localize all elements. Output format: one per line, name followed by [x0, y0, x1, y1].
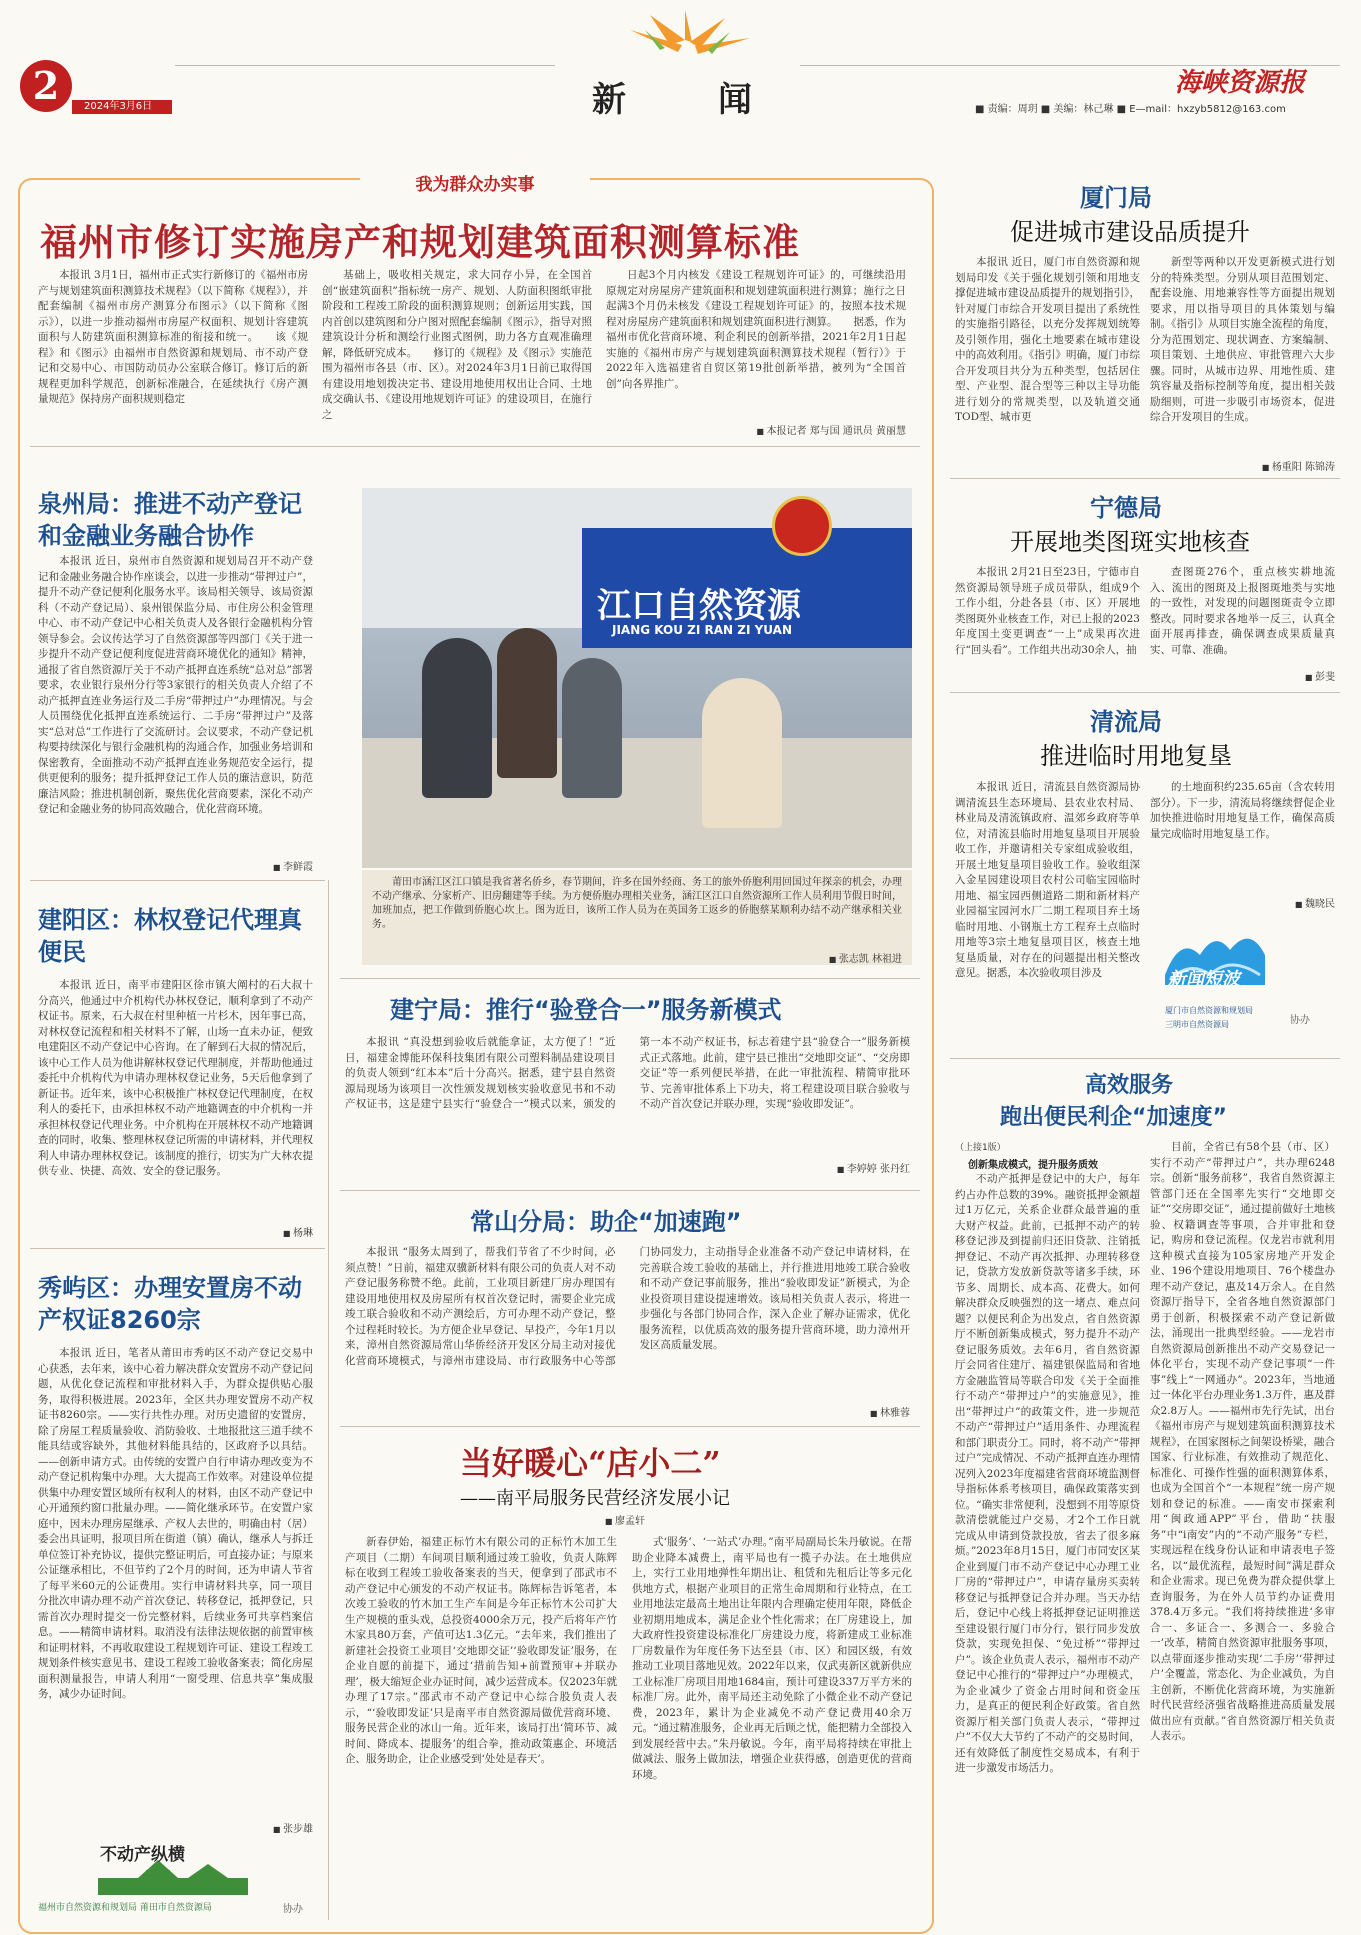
ningde-col2: 查图斑276个，重点核实耕地流入、流出的图斑及上报图斑地类与实地的一致性，对发现的问题图斑责令立即整改。同时要求各地举一反三，认真全面开展再排查，确保调查成果质量真实、可靠、准确。: [1150, 566, 1335, 656]
ningde-headline: 宁德局: [1090, 494, 1162, 522]
bottom-logo-title: 不动产纵横: [100, 1845, 185, 1865]
ningde-col1: 本报讯 2月21日至23日，宁德市自然资源局领导班子成员带队，组成9个工作小组，分赴各县（市、区）开展地类图斑外业核查工作，对已上报的2023年度国土变更调查“一上”成果再次进行“回头看”。工作组共出动30余人，抽: [955, 566, 1140, 656]
photo-byline: ■ 张志凯 林祖进: [372, 950, 902, 965]
ningde-subtitle: 开展地类图斑实地核查: [1010, 528, 1250, 556]
changshan-headline: 常山分局：助企“加速跑”: [470, 1208, 742, 1236]
efficient-headline: 高效服务: [1085, 1073, 1174, 1098]
jianyang-text: 本报讯 近日，南平市建阳区徐市镇大阐村的石大叔十分高兴，他通过中介机构代办林权登记，顺利拿到了不动产权证书。原来，石大叔在村里种植一片杉木，因年事已高，对林权登记流程和相关材料不了解，山场一直未办证，便致电建阳区不动产登记中心咨询。在了解到石大叔的情况后，该中心工作人员为他讲解林权登记代理制度，并帮助他通过委托中介机构代为申请办理林权登记业务，5天后他拿到了新证书。近年来，该中心积极推广林权登记代理制度，在权利人的委托下，由承担林权不动产地籍调查的中介机构一并承担林权登记代理业务。中介机构在开展林权不动产地籍调查的同时，收集、整理林权登记所需的申请材料，并代理权利人申请办理林权登记。该制度的推行，切实为广大林农提供专业、快捷、高效、安全的登记服务。: [38, 979, 313, 1177]
photo-person-1: [422, 638, 492, 798]
xiuyu-text: 本报讯 近日，笔者从莆田市秀屿区不动产登记交易中心获悉，去年来，该中心着力解决群众安置房不动产登记问题，从优化登记流程和审批材料入手，为群众提供贴心服务，取得积极进展。2023年，全区共办理安置房不动产权证书8260宗。——实行共性办理。对历史遗留的安置房，除了房屋工程质量验收、消防验收、土地报批这三道手续不能具结或容缺外，其他材料能具结的，区政府予以具结。——创新申请方式。由传统的安置户自行申请办理改变为不动产登记机构集中办理。大大提高工作效率。对建设单位提供集中办理安置区域所有权利人的材料，由区不动产登记中心开通预约窗口批量办理。——简化继承环节。在安置户家庭中，因未办理房屋继承、产权人去世的，明确由村（居）委会出具证明，报项目所在街道（镇）确认，继承人与拆迁单位签订补充协议，提供完整证明后，可直接办证；与原来公证继承相比，不但节约了2个月的时间，还为申请人节省了每平米60元的公证费用。实行申请材料共享，同一项目分批次申请办理不动产首次登记、转移登记，抵押登记，只需首次办理时提交一份完整材料，后续业务可共享档案信息。——精简申请材料。取消没有法律法规依据的前置审核和证明材料，不再收取建设工程规划许可证、建设工程竣工规划条件核实意见书、建设工程竣工验收备案表；简化房屋面积测量报告，申请人利用“一窗受理、信息共享”集成服务，减少办证时间。: [38, 1347, 313, 1700]
xiamen-headline: 厦门局: [1080, 184, 1152, 212]
efficient-lead: （上接1版）: [955, 1143, 1006, 1153]
section-title-left: 新: [592, 80, 626, 120]
main-story-col2: 基础上，吸收相关规定，求大同存小异，在全国首创“嵌建筑面积”指标统一房产、规划、人防面积图纸审批阶段和工程竣工阶段的面积测算规则；创新运用实践，国内首创以建筑图和分户图对照配套编制《图示》，指导对照建筑设计分析和测绘行业图式图例，助力各方直观准确理解，降低研究成本。 修订的《规程》及《图示》实施范围为福州市各县（市、区）。对2024年3月1日前已取得国有建设用地划拨决定书、建设用地使用权出让合同、土地成交确认书、《建设用地规划许可证》的建设项目，在施行之: [322, 269, 592, 421]
jianning-text: 本报讯 “真没想到验收后就能拿证，太方便了！”近日，福建金博能环保科技集团有限公司塑料制品建设项目的负责人领到“红本本”后十分高兴。据悉，建宁县自然资源局现场为该项目一次性颁发规划核实验收意见书和不动产权证书，这是建宁县实行“验登合一”模式以来，颁发的第一本不动产权证书，标志着建宁县“验登合一”服务新模式正式落地。此前，建宁县已推出“交地即交证”、“交房即交证”等一系列便民举措，在此一审批流程、精简审批环节、完善审批体系上下功夫，将工程建设项目联合验收与不动产首次登记并联办理，实现“验收即发证”。: [345, 1036, 910, 1110]
xiamen-col2: 新型等两种以开发更新模式进行划分的特殊类型。分别从项目范围划定、配套设施、用地兼容性等方面提出规划要求，用以指导项目的具体策划与编制。《指引》从项目实施全流程的角度，分为范围划定、现状调查、方案编制、项目策划、土地供应、审批管理六大步骤。同时，从城市边界、用地性质、建筑容量及指标控制等角度，提出相关鼓励细则，可进一步吸引市场资本，促进综合开发项目的生成。: [1150, 256, 1335, 423]
brief-logo: [1150, 925, 1340, 1040]
main-story-byline: ■ 本报记者 郑与国 通讯员 黄丽慧: [606, 422, 906, 437]
photo-sign-pinyin: JIANG KOU ZI RAN ZI YUAN: [612, 623, 792, 637]
jianning-byline: ■ 李婷婷 张丹红: [345, 1160, 910, 1175]
changshan-text: 本报讯 “服务太周到了，帮我们节省了不少时间，必须点赞！”日前，福建双骥新材料有限公司的负责人对不动产登记服务称赞不绝。此前，工业项目新建厂房办理国有建设用地使用权及房屋所有权首次登记时，需要企业完成竣工联合验收和不动产测绘后，方可办理不动产登记，整个过程耗时较长。为方便企业早登记、早投产，今年1月以来，漳州自然资源局常山华侨经济开发区分局主动对接优化营商环境模式，与漳州市建设局、市行政服务中心等部门协同发力，主动指导企业准备不动产登记申请材料，在完善联合竣工验收的基础上，并行推进用地竣工联合验收和不动产登记事前服务，推出“验收即发证”新模式，为企业投资项目建设提速增效。该局相关负责人表示，将进一步强化与各部门协同合作，深入企业了解办证需求，优化服务流程，以优质高效的服务提升营商环境，助力漳州开发区高质量发展。: [345, 1246, 910, 1367]
main-story-col3: 日起3个月内核发《建设工程规划许可证》的，可继续沿用原规定对房屋房产建筑面积和规划建筑面积进行测算；施行之日起满3个月仍未核发《建设工程规划许可证》的，按照本技术规程对房屋房产建筑面积和规划建筑面积进行测算。 据悉，作为福州市优化营商环境、利企利民的创新举措，2021年2月1日起实施的《福州市房产与规划建筑面积测算技术规程（暂行）》于2022年入选福建省自贸区第19批创新举措，被列为“全国首创”向各界推广。: [606, 269, 906, 390]
divider-right-1: [950, 478, 1340, 479]
divider-mid-3: [340, 1426, 920, 1427]
divider-mid-2: [340, 1190, 920, 1191]
divider-right-2: [950, 692, 1340, 693]
news-photo: [362, 488, 912, 868]
efficient-col1: 不动产抵押是登记中的大户，每年约占办件总数的39%。融资抵押金额超过1万亿元，关系企业群众最普遍的重大财产权益。此前，已抵押不动产的转移登记涉及到提前归还旧贷款、注销抵押登记、不动产再次抵押、办理转移登记，贷款方发放新贷款等诸多手续，环节多、周期长、成本高、花费大。如何解决群众反映强烈的这一堵点、难点问题？以便民利企为出发点，省自然资源厅不断创新集成模式，努力提升不动产登记服务质效。去年6月，省自然资源厅会同省住建厅、福建银保监局和省地方金融监管局等联合印发《关于全面推行不动产“带押过户”的实施意见》，推出“带押过户”的政策文件，进一步规范不动产“带押过户”适用条件、办理流程和部门职责分工。同时，将不动产“带押过户”完成情况、不动产抵押直连办理情况列入2023年度福建省营商环境监测督导指标体系考核项目，确保政策落实到位。“确实非常便利，没想到不用等原贷款清偿就能过户交易，才2个工作日就完成从申请到贷款投放，省去了很多麻烦。”2023年8月15日，厦门市同安区某企业到厦门市不动产登记中心办理工业厂房的“带押过户”，申请存量房买卖转移登记与抵押登记合并办理。当天办结后，登记中心线上将抵押登记证明推送至建设银行厦门市分行，银行同步发放贷款，实现免担保、“免过桥”“带押过户”。该企业负责人表示，福州市不动产登记中心推行的“带押过户”办理模式，为企业减少了资金占用时间和资金压力，是真正的便民利企好政策。省自然资源厅相关部门负责人表示，“带押过户”不仅大大节约了不动产的交易时间，还有效降低了制度性交易成本，有利于进一步激发市场活力。: [955, 1173, 1140, 1774]
qingliu-byline: ■ 魏晓民: [1150, 895, 1335, 910]
xiuyu-byline: ■ 张步雄: [38, 1820, 313, 1835]
quanzhou-text: 本报讯 近日，泉州市自然资源和规划局召开不动产登记和金融业务融合协作座谈会，以进一步推动“带押过户”，提升不动产登记便利化服务水平。该局相关领导、该局资源科（不动产登记局）、泉州银保监分局、市住房公积金管理中心、市不动产登记中心相关负责人及各银行金融机构分管领导参会。会议传达学习了自然资源部等四部门《关于进一步提升不动产登记便利度促进营商环境优化的通知》精神，通报了省自然资源厅关于不动产抵押直连系统“总对总”部署要求，农业银行泉州分行等3家银行的相关负责人介绍了不动产抵押直连业务运行及二手房“带押过户”办理情况。与会人员围绕优化抵押直连系统运行、二手房“带押过户”及落实“总对总”工作进行了交流研讨。会议要求，不动产登记机构要持续深化与银行金融机构的沟通合作，加强业务培训和保密教育，全面推动不动产抵押直连业务规范安全运行，提供更便利的服务；提升抵押登记工作人员的廉洁意识，防范廉洁风险；推进机制创新，聚焦优化营商要素，深化不动产登记和金融业务的协同高效融合，优化营商环境。: [38, 555, 313, 815]
divider-vertical-left: [328, 880, 329, 1920]
nanping-headline: 当好暖心“店小二”: [460, 1444, 721, 1482]
divider-mid-1: [340, 978, 920, 979]
page-header: [0, 0, 1361, 125]
divider-left-1: [30, 880, 325, 881]
quanzhou-headline: 泉州局：推进不动产登记和金融业务融合协作: [38, 490, 302, 550]
bottom-logo: [38, 1840, 313, 1920]
qingliu-col2: 的土地面积约235.65亩（含农转用部分）。下一步，清流局将继续督促企业加快推进临时用地复垦工作，确保高质量完成临时用地复垦工作。: [1150, 781, 1335, 840]
jianyang-headline: 建阳区：林权登记代理真便民: [38, 906, 302, 966]
page-number-badge: 2: [20, 60, 72, 112]
efficient-col2: 目前，全省已有58个县（市、区）实行不动产“带押过户”，共办理6248宗。创新“服务前移”，我省自然资源主管部门还在全国率先实行“交地即交证”“交房即交证”，通过提前做好土地核验、权籍调查等事项，合并审批和登记，购房和登记流程。仅龙岩市就利用这种模式直接为105家房地产开发企业、196个建设用地项目、76个楼盘办理不动产登记，惠及14万余人。在自然资源厅指导下，全省各地自然资源部门勇于创新，积极探索不动产登记新做法，涌现出一批典型经验。——龙岩市自然资源局创新推出不动产交易登记一体化平台，实现不动产登记事项“一件事”线上“一网通办”。2023年，当地通过一体化平台办理业务1.3万件，惠及群众2.8万人。——福州市先行先试，出台《福州市房产与规划建筑面积测算技术规程》，在国家图标之间架设桥梁，融合国家、行业标准，有效推动了规范化、标准化、可操作性强的面积测算体系，也成为全国首个“一本规程”统一房产规划和登记的标准。——南安市探索利用“闽政通APP”平台，借助“扶服务”中“i南安”内的“不动产服务”专栏，实现远程在线身份认证和申请表电子签名，以“最优流程，最短时间”满足群众和企业需求。现已免费为群众提供掌上查询服务，为在外人员节约办证费用378.4万多元。“我们将持续推进‘多审合一、多证合一、多测合一、多验合一’改革，精简自然资源审批服务事项，以点带面逐步推动实现‘二手房’‘带押过户’全覆盖，常态化、为企业减负，为自主创新，不断优化营商环境，为实施新时代民营经济强省战略推进高质量发展做出应有贡献。”省自然资源厅相关负责人表示。: [1150, 1141, 1335, 1742]
brief-logo-assist: 协办: [1290, 1015, 1310, 1026]
ningde-byline: ■ 彭斐: [1150, 668, 1335, 683]
divider-left-2: [30, 1248, 325, 1249]
header-rule-left: [175, 65, 555, 66]
divider-right-3: [950, 1058, 1340, 1059]
banner-label: 我为群众办实事: [360, 170, 590, 200]
efficient-subtitle: 跑出便民利企“加速度”: [1000, 1105, 1227, 1130]
editor-credits: ■ 责编：周玥 ■ 美编：林己琳 ■ E—mail：hxzyb5812@163.com: [975, 104, 1286, 115]
main-headline: 福州市修订实施房产和规划建筑面积测算标准: [40, 220, 800, 264]
paper-name: 海峡资源报: [1175, 68, 1306, 98]
photo-person-4: [702, 678, 782, 828]
bottom-logo-assist: 协办: [283, 1904, 303, 1915]
xiamen-byline: ■ 杨重阳 陈锦涛: [1150, 458, 1335, 473]
photo-emblem-icon: [772, 496, 832, 556]
bottom-logo-orgs: 福州市自然资源和规划局 莆田市自然资源局: [38, 1903, 212, 1913]
qingliu-col1: 本报讯 近日，清流县自然资源局协调清流县生态环境局、县农业农村局、林业局及清流镇政府、温郊乡政府等单位，对清流县临时用地复垦项目开展验收工作，并邀请相关专家组成验收组，开展土地复垦项目验收工作。验收组深入金星园建设项目农村公司临宝园临时用地、福宝园西侧道路二期和新材料产业园福宝园河水厂二期工程项目弃土场临时用地、小钢瓶土方工程弃土点临时用地等3宗土地复垦项目区，核查土地复垦质量，对存在的问题提出相关整改意见。据悉，本次验收项目涉及: [955, 781, 1140, 979]
nanping-col2: 式‘服务’、‘一站式’办理。”南平局副局长朱丹敏说。在帮助企业降本减费上，南平局也有一揽子办法。在土地供应上，实行工业用地弹性年期出让、租赁和先租后让等多元化供地方式，根据产业项目的正常生命周期和行业特点，在工业用地法定最高土地出让年限内合理确定使用年限，降低企业初期用地成本，满足企业个性化需求；在厂房建设上，加大政府性投资建设标准化厂房建设力度，将新建成工业标准厂房数量作为年度任务下达至县（市、区）和园区级，有效推动工业项目落地见效。2022年以来，仅武夷新区就新供应工业标准厂房项目用地1684亩，预计可建设337万平方米的标准厂房。此外，南平局还主动免除了小微企业不动产登记费，2023年，累计为企业减免不动产登记费用40余万元。“通过精准服务，企业再无后顾之忧，能把精力全部投入到发展经营中去。”朱丹敏说。今年，南平局将持续在审批上做减法、服务上做加法，增强企业获得感，创造更优的营商环境。: [632, 1536, 912, 1781]
brief-logo-title: 新闻短波: [1168, 969, 1240, 990]
jianyang-byline: ■ 杨琳: [38, 1224, 313, 1239]
jianning-headline: 建宁局：推行“验登合一”服务新模式: [390, 996, 782, 1024]
photo-caption: 莆田市涵江区江口镇是我省著名侨乡，春节期间，许多在国外经商、务工的旅外侨胞利用回国过年探亲的机会，办理不动产继承、分家析产、旧房翻建等手续。为方便侨胞办理相关业务，涵江区江口自然资源所工作人员利用节假日时间，加班加点，把工作做到侨胞心坎上。图为近日，该所工作人员为在英国务工返乡的侨胞蔡某顺利办结不动产继承相关业务。: [372, 877, 902, 930]
brief-logo-org1: 厦门市自然资源和规划局: [1165, 1006, 1253, 1015]
efficient-subhead: 创新集成模式，提升服务质效: [968, 1160, 1098, 1171]
photo-sign-text: 江口自然资源: [597, 586, 801, 626]
nanping-byline: ■ 廖孟轩: [345, 1512, 645, 1527]
divider-main: [30, 446, 920, 447]
section-title-right: 闻: [718, 80, 752, 120]
xiamen-col1: 本报讯 近日，厦门市自然资源和规划局印发《关于强化规划引领和用地支撑促进城市建设品质提升的规划指引》，针对厦门市综合开发项目提出了系统性的实施指引路径，以充分发挥规划统筹及引领作用，强化土地要素在城市建设中的高效利用。《指引》明确，厦门市综合开发项目共分为五种类型，包括居住型、产业型、混合型等三种以主导功能进行划分的常规类型，以及轨道交通TOD型、城市更: [955, 256, 1140, 423]
main-story-col1: 本报讯 3月1日，福州市正式实行新修订的《福州市房产与规划建筑面积测算技术规程》（以下简称《规程》），并配套编制《福州市房产测算分布图示》（以下简称《图示》），以进一步推动福州市房屋产权面积、规划计容建筑面积与人防建筑面积测算标准的衔接和统一。 该《规程》和《图示》由福州市自然资源和规划局、市不动产登记和交易中心、市国防动员办公室联合修订。修订后的新规程更加科学规范，创新标准融合，在延续执行《房产测量规范》保持房产面积规则稳定: [38, 269, 308, 405]
photo-person-3: [562, 658, 622, 798]
issue-date: 2024年3月6日: [84, 101, 153, 112]
qingliu-subtitle: 推进临时用地复垦: [1040, 742, 1232, 770]
brief-logo-org2: 三明市自然资源局: [1165, 1020, 1229, 1029]
nanping-col1: 新春伊始，福建正标竹木有限公司的正标竹木加工生产项目（二期）车间项目顺利通过竣工验收，负责人陈辉标在收到工程竣工验收备案表的当天，便拿到了邵武市不动产登记中心颁发的不动产权证书。陈辉标告诉笔者，本次竣工验收的竹木加工生产车间是今年正标竹木公司扩大生产规模的重头戏，总投资4000余万元，投产后将年产竹木家具80万套，产值可达1.3亿元。“去年来，我们推出了新建社会投资工业项目‘交地即交证’‘验收即发证’服务，在企业自愿的前提下，通过‘措前告知+前置预审+并联办理’，极大缩短企业办证时间，减少运营成本。仅2023年就办理了17宗。”邵武市不动产登记中心综合股负责人表示，“‘验收即发证’只是南平市自然资源局做优营商环境、服务民营企业的冰山一角。近年来，该局打出‘简环节、减时间、降成本、提服务’的组合拳，推动政策惠企、环境活企、服务助企，让企业感受到‘处处是春天’。: [345, 1536, 617, 1765]
nanping-subtitle: ——南平局服务民营经济发展小记: [460, 1488, 730, 1509]
qingliu-headline: 清流局: [1090, 708, 1162, 736]
xiamen-subtitle: 促进城市建设品质提升: [1010, 218, 1250, 246]
quanzhou-byline: ■ 李鲜霞: [38, 858, 313, 873]
photo-person-2: [497, 628, 557, 778]
changshan-byline: ■ 林雅蓉: [345, 1404, 910, 1419]
xiuyu-headline: 秀屿区：办理安置房不动产权证8260宗: [38, 1274, 302, 1334]
